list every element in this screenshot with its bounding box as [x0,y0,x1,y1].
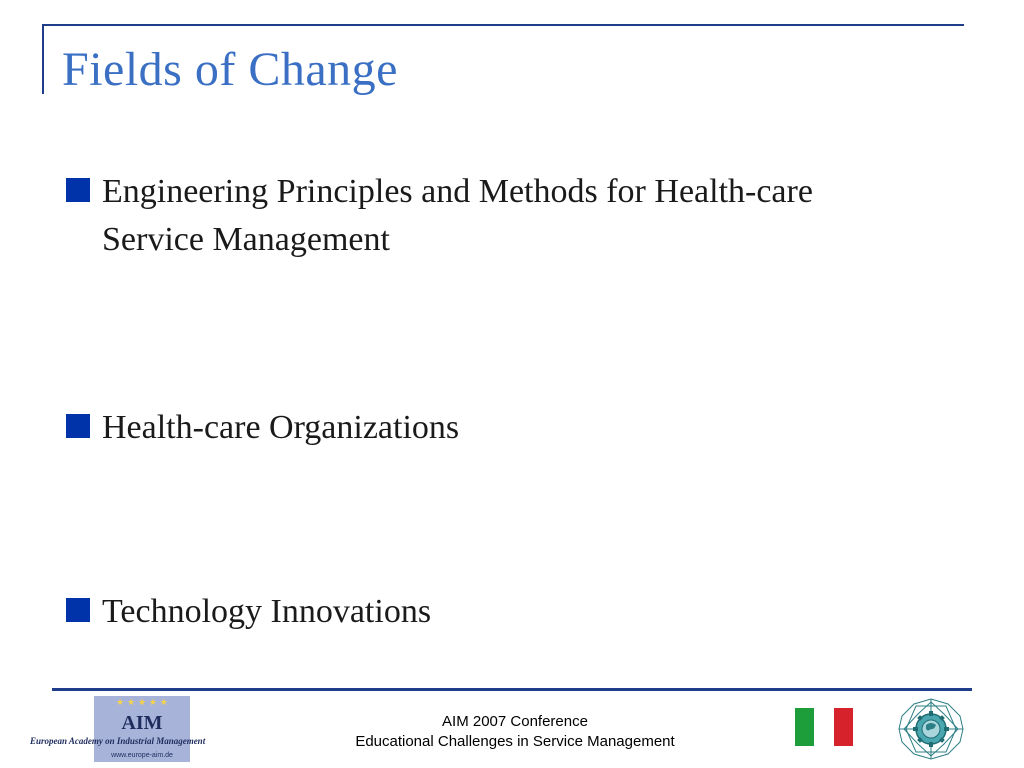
star-ring-icon: ★ ★ ★ ★ ★ [116,698,168,708]
footer-caption [270,712,760,752]
square-bullet-icon [66,414,90,438]
bullet-item [66,404,906,452]
flag-red-stripe [834,708,853,746]
bullet-text: Technology Innovations [102,593,432,630]
footer-subtitle: Educational Challenges in Service Management [355,733,675,750]
footer-conference: AIM 2007 Conference [442,713,588,730]
gear-globe-emblem-icon [896,696,966,762]
italy-flag-icon [795,708,853,746]
bullet-item [66,588,906,636]
aim-logo-name: AIM [121,712,163,734]
slide-title: Fields of Change [62,43,398,96]
footer-rule [52,688,972,691]
aim-logo [32,696,242,764]
aim-logo-tagline: European Academy on Industrial Management [30,736,206,746]
square-bullet-icon [66,598,90,622]
square-bullet-icon [66,178,90,202]
aim-logo-url: www.europe-aim.de [111,752,173,759]
flag-white-stripe [814,708,833,746]
bullet-item [66,168,906,264]
flag-green-stripe [795,708,814,746]
bullet-text: Health-care Organizations [102,409,460,446]
aim-logo-box [94,696,190,762]
emblem-graphic [896,696,966,762]
bullet-text: Engineering Principles and Methods for Health-care Service Management [102,173,813,258]
